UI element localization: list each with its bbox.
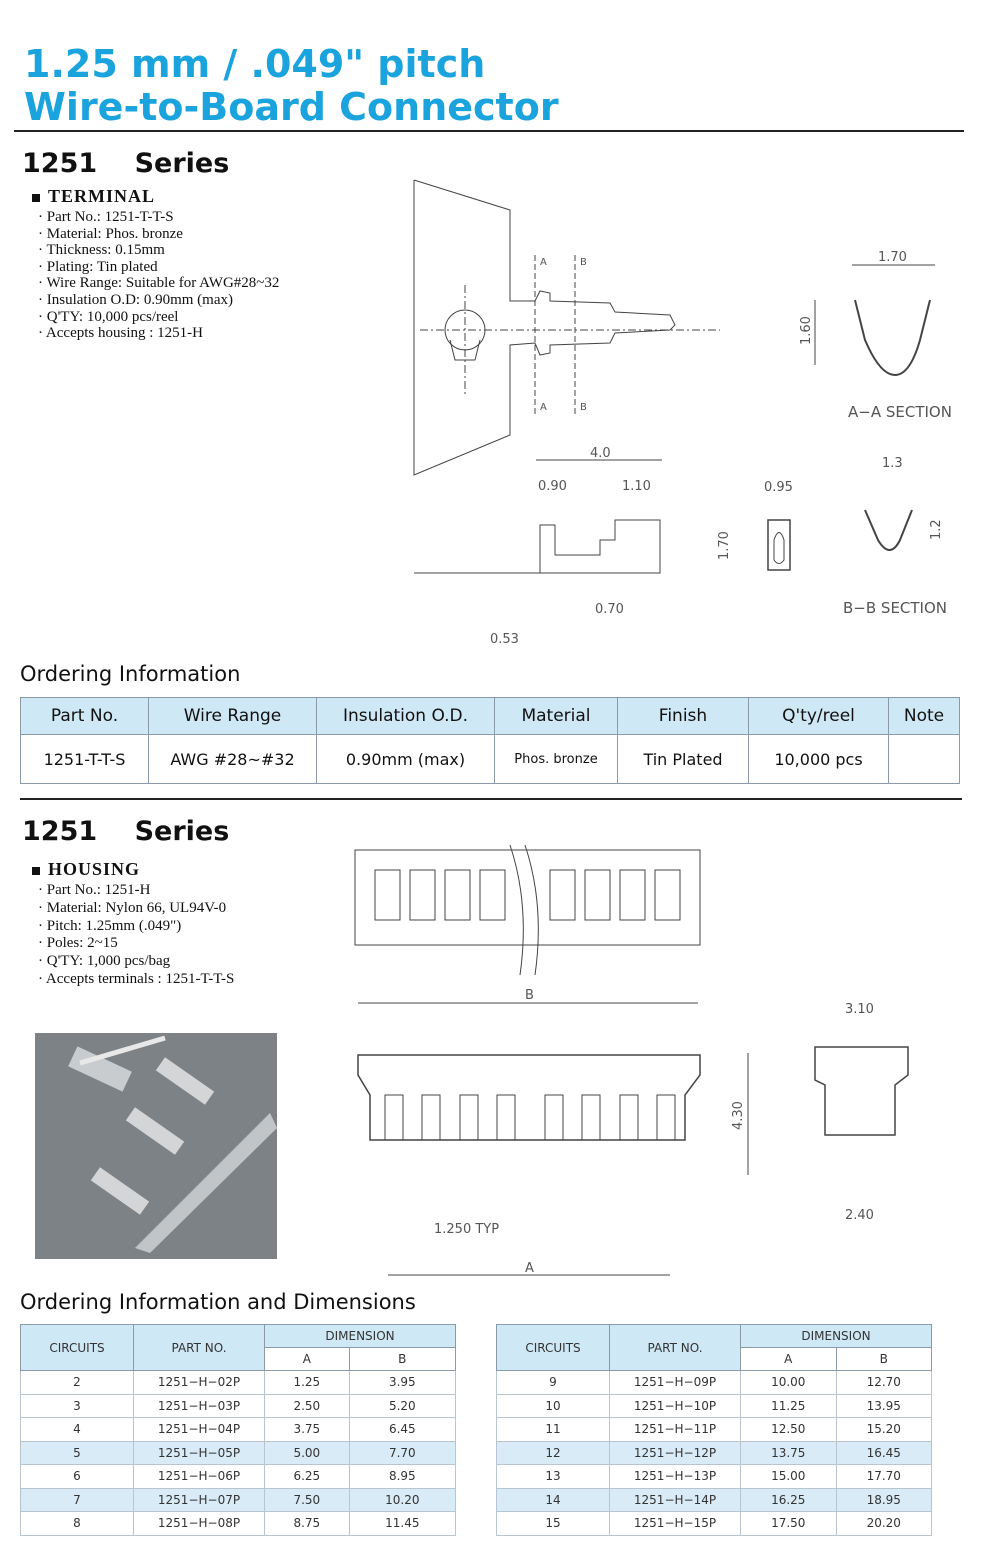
col-part-no: PART NO. [134, 1325, 265, 1371]
table-row: 15 1251−H−15P 17.50 20.20 [497, 1512, 932, 1536]
terminal-spec-list [38, 209, 279, 342]
dim-13: 1.3 [882, 456, 903, 471]
spec-item: · Plating: Tin plated [38, 259, 279, 276]
sec-b-top: B [580, 257, 587, 268]
table-row: 6 1251−H−06P 6.25 8.95 [21, 1465, 456, 1489]
terminal-front-view [768, 520, 790, 570]
connector-product-photo [35, 1033, 277, 1259]
spec-item: · Material: Phos. bronze [38, 226, 279, 243]
cell-note [889, 735, 960, 784]
spec-item: · Wire Range: Suitable for AWG#28~32 [38, 275, 279, 292]
table-row: 7 1251−H−07P 7.50 10.20 [21, 1488, 456, 1512]
title-divider [14, 130, 964, 132]
spec-item: · Part No.: 1251-T-T-S [38, 209, 279, 226]
col-finish: Finish [618, 698, 749, 735]
aa-section-label: A−A SECTION [848, 403, 952, 421]
dim-070: 0.70 [595, 602, 624, 617]
table-row: 2 1251−H−02P 1.25 3.95 [21, 1371, 456, 1395]
col-part-no: PART NO. [610, 1325, 741, 1371]
dim-090: 0.90 [538, 479, 567, 494]
housing-front-view [358, 1055, 700, 1140]
terminal-subheading [32, 186, 155, 207]
page-title-line2: Wire-to-Board Connector [24, 85, 559, 129]
dim-160: 1.60 [799, 316, 814, 345]
dim-430: 4.30 [731, 1101, 746, 1130]
bb-section-shape [865, 510, 912, 550]
col-dimension: DIMENSION [265, 1325, 456, 1348]
cell-material: Phos. bronze [495, 735, 618, 784]
table-row: 10 1251−H−10P 11.25 13.95 [497, 1394, 932, 1418]
housing-heading-text: HOUSING [48, 859, 141, 879]
series-code: 1251 [22, 148, 98, 179]
col-a: A [265, 1348, 350, 1371]
sec-b-bottom: B [580, 402, 587, 413]
housing-ordering-title: Ordering Information and Dimensions [20, 1290, 416, 1314]
terminal-front-inner [774, 533, 784, 564]
sec-a-bottom: A [540, 402, 547, 413]
housing-series-heading [22, 816, 229, 847]
dim-b: B [525, 988, 534, 1003]
table-header-row [21, 698, 960, 735]
table-row: 5 1251−H−05P 5.00 7.70 [21, 1441, 456, 1465]
col-a: A [741, 1348, 837, 1371]
col-insulation: Insulation O.D. [317, 698, 495, 735]
table-row: 13 1251−H−13P 15.00 17.70 [497, 1465, 932, 1489]
break-line [510, 845, 523, 975]
break-line [525, 845, 538, 975]
spec-item: · Accepts terminals : 1251-T-T-S [38, 971, 234, 989]
col-circuits: CIRCUITS [21, 1325, 134, 1371]
series-code: 1251 [22, 816, 98, 847]
bullet-square-icon [32, 867, 40, 875]
spec-item: · Insulation O.D: 0.90mm (max) [38, 292, 279, 309]
table-row: 8 1251−H−08P 8.75 11.45 [21, 1512, 456, 1536]
spec-item: · Accepts housing : 1251-H [38, 325, 279, 342]
col-b: B [349, 1348, 455, 1371]
dim-310: 3.10 [845, 1002, 874, 1017]
housing-subheading [32, 859, 140, 880]
col-part-no: Part No. [21, 698, 149, 735]
page-title-line1: 1.25 mm / .049" pitch [24, 42, 486, 86]
housing-drawing [330, 835, 930, 1285]
table-row: 9 1251−H−09P 10.00 12.70 [497, 1371, 932, 1395]
dim-40: 4.0 [590, 446, 611, 461]
bb-section-label: B−B SECTION [843, 599, 948, 617]
table-row: 11 1251−H−11P 12.50 15.20 [497, 1418, 932, 1442]
housing-side-view [815, 1047, 908, 1135]
housing-front-slots [385, 1095, 675, 1140]
terminal-strip-outline [414, 180, 675, 475]
dim-170: 1.70 [878, 250, 907, 265]
col-material: Material [495, 698, 618, 735]
table-row: 12 1251−H−12P 13.75 16.45 [497, 1441, 932, 1465]
col-wire-range: Wire Range [149, 698, 317, 735]
cell-qty: 10,000 pcs [749, 735, 889, 784]
cell-insulation: 0.90mm (max) [317, 735, 495, 784]
section-divider [20, 798, 962, 800]
cell-finish: Tin Plated [618, 735, 749, 784]
housing-dimension-table-right [496, 1324, 932, 1536]
sec-a-top: A [540, 257, 547, 268]
housing-spec-list [38, 882, 234, 989]
col-dimension: DIMENSION [741, 1325, 932, 1348]
cell-part-no: 1251-T-T-S [21, 735, 149, 784]
table-row: 4 1251−H−04P 3.75 6.45 [21, 1418, 456, 1442]
col-qty: Q'ty/reel [749, 698, 889, 735]
spec-item: · Q'TY: 1,000 pcs/bag [38, 953, 234, 971]
table-row: 14 1251−H−14P 16.25 18.95 [497, 1488, 932, 1512]
spec-item: · Q'TY: 10,000 pcs/reel [38, 309, 279, 326]
housing-top-view [355, 850, 700, 945]
terminal-side-view [414, 520, 660, 573]
col-circuits: CIRCUITS [497, 1325, 610, 1371]
terminal-heading-text: TERMINAL [48, 186, 156, 206]
dim-110: 1.10 [622, 479, 651, 494]
terminal-ordering-title: Ordering Information [20, 662, 241, 686]
aa-section-shape [855, 300, 930, 375]
series-word: Series [134, 148, 230, 179]
bullet-square-icon [32, 194, 40, 202]
dim-a: A [525, 1261, 534, 1276]
housing-top-cavities [375, 870, 680, 920]
series-word: Series [134, 816, 230, 847]
terminal-drawing [400, 175, 980, 655]
col-note: Note [889, 698, 960, 735]
dim-095: 0.95 [764, 480, 793, 495]
dim-170b: 1.70 [717, 531, 732, 560]
housing-dimension-table-left [20, 1324, 456, 1536]
spec-item: · Pitch: 1.25mm (.049") [38, 918, 234, 936]
dim-053: 0.53 [490, 632, 519, 647]
dim-pitch: 1.250 TYP [434, 1222, 500, 1237]
spec-item: · Poles: 2~15 [38, 935, 234, 953]
table-row: 3 1251−H−03P 2.50 5.20 [21, 1394, 456, 1418]
spec-item: · Material: Nylon 66, UL94V-0 [38, 900, 234, 918]
terminal-series-heading [22, 148, 229, 179]
dim-240: 2.40 [845, 1208, 874, 1223]
dim-12: 1.2 [929, 519, 944, 540]
cell-wire-range: AWG #28~#32 [149, 735, 317, 784]
col-b: B [836, 1348, 932, 1371]
terminal-ordering-table [20, 697, 960, 784]
table-row [21, 735, 960, 784]
spec-item: · Part No.: 1251-H [38, 882, 234, 900]
spec-item: · Thickness: 0.15mm [38, 242, 279, 259]
